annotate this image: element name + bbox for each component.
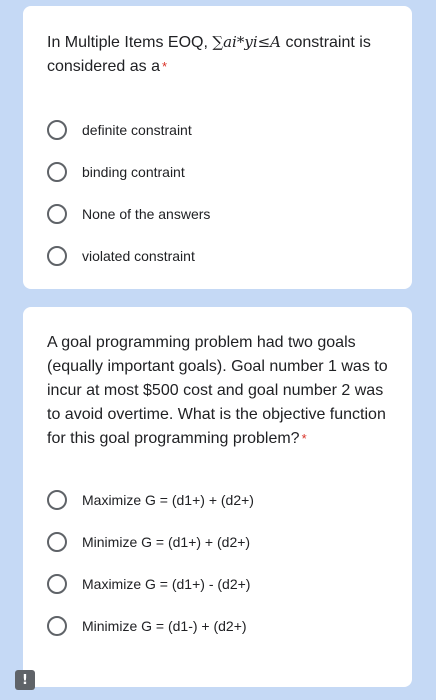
radio-option[interactable] [47, 563, 390, 605]
question-card-2 [23, 307, 412, 687]
option-label: Maximize G = (d1+) - (d2+) [82, 576, 251, 592]
radio-circle-icon[interactable] [47, 532, 67, 552]
question-math: ∑ai*yi≤A [212, 33, 282, 51]
option-label: binding contraint [82, 164, 185, 180]
radio-option[interactable] [47, 151, 390, 193]
option-label: Minimize G = (d1-) + (d2+) [82, 618, 247, 634]
option-label: violated constraint [82, 248, 195, 264]
question-text-before: In Multiple Items EOQ, [47, 34, 213, 51]
option-label: Minimize G = (d1+) + (d2+) [82, 534, 251, 550]
radio-circle-icon[interactable] [47, 490, 67, 510]
radio-option[interactable] [47, 109, 390, 151]
feedback-icon[interactable]: ! [15, 670, 35, 690]
radio-option[interactable] [47, 605, 390, 647]
radio-circle-icon[interactable] [47, 246, 67, 266]
required-asterisk: * [301, 431, 307, 446]
question-title [47, 30, 390, 79]
question-text: A goal programming problem had two goals (equally important goals). Goal number 1 was to incur at most $500 cost and goal number 2 was to avoid overtime. What is the objective function for this goal programming problem? [47, 334, 388, 447]
option-label: None of the answers [82, 206, 211, 222]
radio-circle-icon[interactable] [47, 120, 67, 140]
radio-circle-icon[interactable] [47, 162, 67, 182]
radio-option[interactable] [47, 193, 390, 235]
radio-option[interactable] [47, 479, 390, 521]
radio-circle-icon[interactable] [47, 204, 67, 224]
required-asterisk: * [161, 59, 168, 74]
option-label: Maximize G = (d1+) + (d2+) [82, 492, 254, 508]
question-title [47, 331, 390, 451]
radio-option[interactable] [47, 235, 390, 277]
radio-option[interactable] [47, 521, 390, 563]
radio-circle-icon[interactable] [47, 574, 67, 594]
radio-circle-icon[interactable] [47, 616, 67, 636]
option-label: definite constraint [82, 122, 192, 138]
question-text-after: constraint is considered as a [47, 34, 371, 75]
question-card-1 [23, 6, 412, 289]
